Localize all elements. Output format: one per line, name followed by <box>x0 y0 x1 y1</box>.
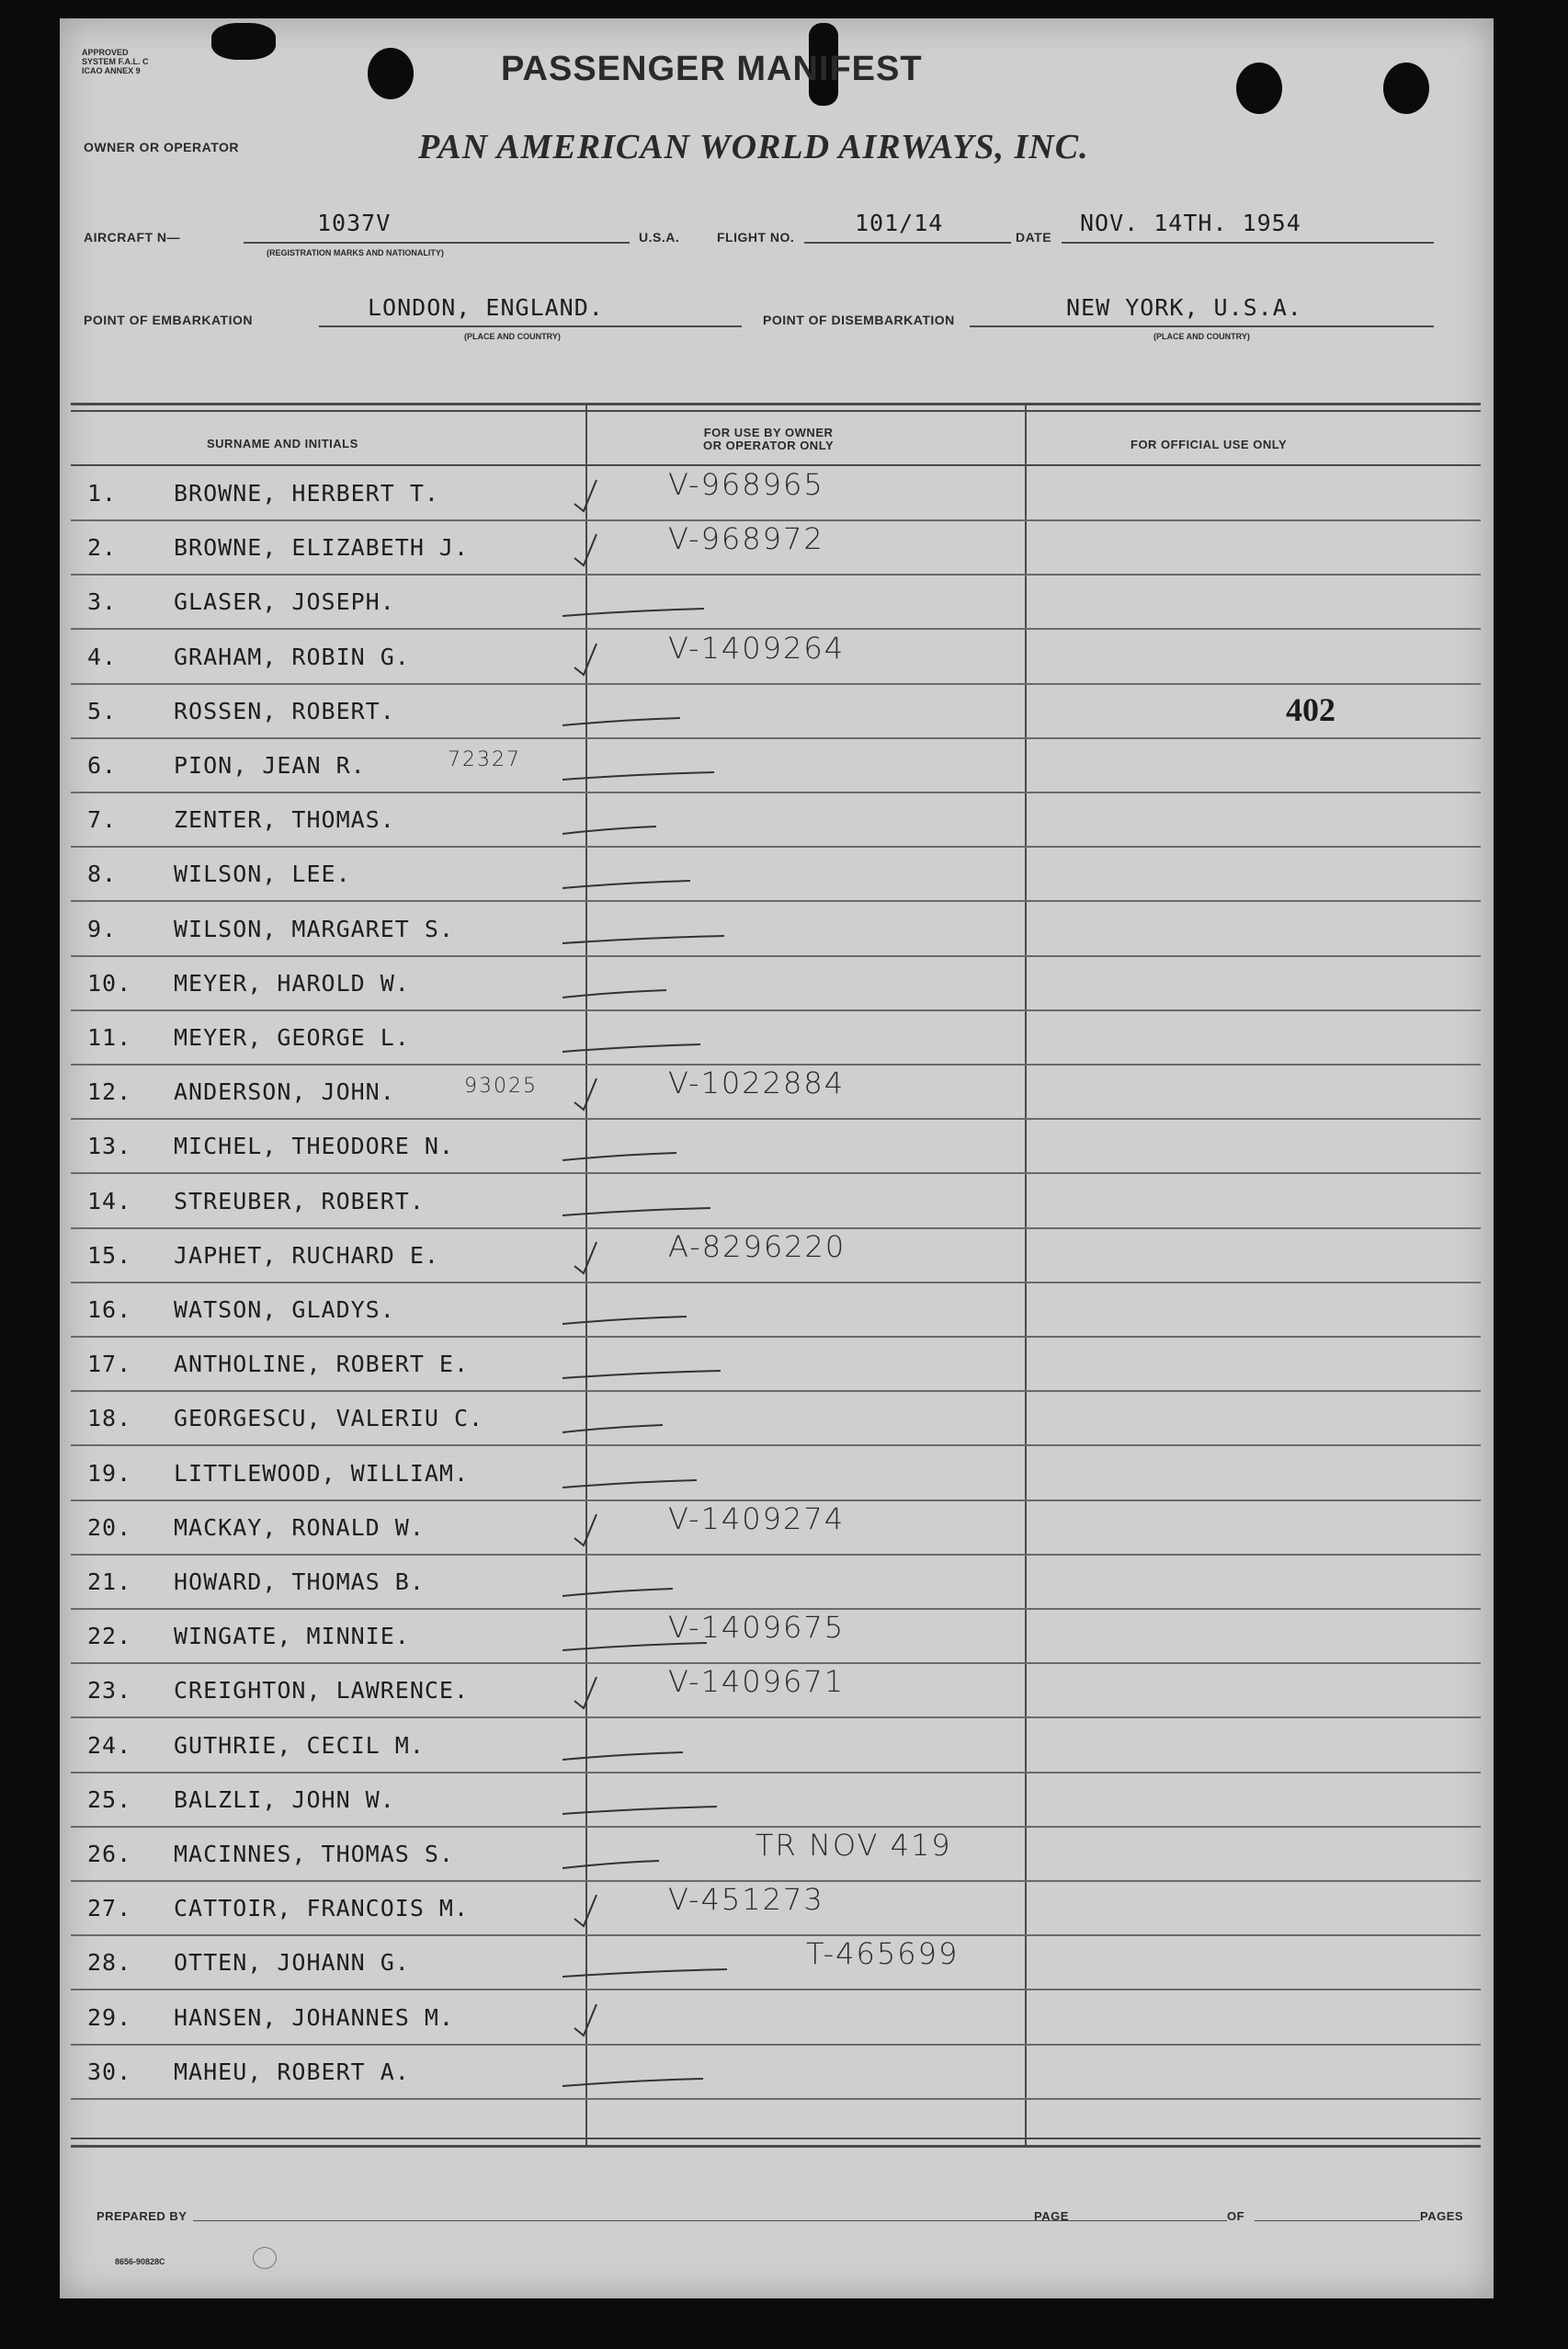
pen-stroke <box>549 1719 861 1773</box>
passenger-number: 30. <box>87 2058 132 2085</box>
aircraft-label: AIRCRAFT N— <box>84 230 181 245</box>
punch-hole <box>1383 63 1429 114</box>
table-row <box>71 1229 1481 1283</box>
passenger-name: WILSON, MARGARET S. <box>174 915 454 942</box>
embark-sublabel: (PLACE AND COUNTRY) <box>464 332 561 341</box>
header-rule <box>71 464 1481 466</box>
table-row <box>71 521 1481 576</box>
usa-label: U.S.A. <box>639 230 680 245</box>
pen-stroke <box>549 903 861 957</box>
passenger-number: 11. <box>87 1024 132 1051</box>
pen-stroke <box>549 2046 861 2100</box>
owner-entry: V-1409671 <box>668 1664 846 1700</box>
passenger-number: 18. <box>87 1405 132 1432</box>
owner-entry: V-1409274 <box>668 1500 846 1536</box>
table-top-rule <box>71 403 1481 405</box>
pen-stroke <box>549 957 861 1011</box>
approval-line: SYSTEM F.A.L. C <box>82 57 149 66</box>
disembark-underline <box>970 325 1434 327</box>
passenger-name: HOWARD, THOMAS B. <box>174 1568 425 1595</box>
punch-hole <box>211 23 276 60</box>
passenger-name: MAHEU, ROBERT A. <box>174 2058 410 2085</box>
table-row <box>71 1556 1481 1610</box>
table-row <box>71 1936 1481 1990</box>
aircraft-sublabel: (REGISTRATION MARKS AND NATIONALITY) <box>267 248 444 257</box>
passenger-name: MACINNES, THOMAS S. <box>174 1841 454 1867</box>
passenger-number: 8. <box>87 861 118 888</box>
table-row <box>71 1882 1481 1936</box>
passenger-name: ANDERSON, JOHN. <box>174 1078 395 1106</box>
passenger-number: 10. <box>87 969 132 997</box>
passenger-number: 14. <box>87 1187 132 1214</box>
passenger-number: 20. <box>87 1513 132 1541</box>
passenger-number: 29. <box>87 2003 132 2031</box>
table-row <box>71 631 1481 685</box>
passenger-name: CREIGHTON, LAWRENCE. <box>174 1677 470 1705</box>
date-underline <box>1062 242 1434 244</box>
passenger-name: GEORGESCU, VALERIU C. <box>174 1405 484 1432</box>
table-row <box>71 1011 1481 1066</box>
table-row <box>71 1610 1481 1664</box>
of-label: OF <box>1227 2209 1245 2223</box>
passenger-number: 28. <box>87 1949 132 1977</box>
column-header-official: FOR OFFICIAL USE ONLY <box>1131 438 1288 451</box>
table-row <box>71 2046 1481 2100</box>
passenger-number: 16. <box>87 1296 132 1323</box>
pen-stroke <box>549 1175 861 1229</box>
passenger-name: GLASER, JOSEPH. <box>174 588 395 616</box>
owner-entry: V-451273 <box>668 1882 824 1918</box>
owner-entry: V-1409264 <box>668 630 846 666</box>
passenger-name: ANTHOLINE, ROBERT E. <box>174 1351 470 1378</box>
disembark-value: NEW YORK, U.S.A. <box>1066 294 1302 321</box>
punch-hole <box>368 48 414 99</box>
passenger-number: 3. <box>87 588 118 616</box>
passenger-number: 6. <box>87 752 118 779</box>
official-entry: 402 <box>1286 690 1335 728</box>
check-mark-icon <box>549 1991 861 2046</box>
passenger-number: 22. <box>87 1623 132 1650</box>
passenger-number: 27. <box>87 1895 132 1922</box>
punch-hole <box>1236 63 1282 114</box>
passenger-name: GUTHRIE, CECIL M. <box>174 1731 425 1759</box>
owner-entry: V-968972 <box>668 521 824 557</box>
table-row <box>71 1338 1481 1392</box>
passenger-name: HANSEN, JOHANNES M. <box>174 2003 454 2031</box>
pen-stroke <box>549 576 861 630</box>
table-row <box>71 1283 1481 1338</box>
table-row <box>71 1501 1481 1556</box>
passenger-name: JAPHET, RUCHARD E. <box>174 1241 439 1269</box>
aircraft-value: 1037V <box>317 210 392 236</box>
disembark-sublabel: (PLACE AND COUNTRY) <box>1153 332 1250 341</box>
row-rule <box>71 2098 1481 2100</box>
passenger-name: WILSON, LEE. <box>174 861 351 888</box>
passenger-number: 9. <box>87 915 118 942</box>
passenger-name: LITTLEWOOD, WILLIAM. <box>174 1459 470 1487</box>
pen-stroke <box>549 1392 861 1446</box>
handwritten-note: 93025 <box>464 1075 538 1099</box>
passenger-name: BROWNE, ELIZABETH J. <box>174 534 470 562</box>
pen-stroke <box>549 1773 861 1828</box>
passenger-name: PION, JEAN R. <box>174 752 366 779</box>
embark-label: POINT OF EMBARKATION <box>84 313 253 327</box>
passenger-number: 26. <box>87 1841 132 1867</box>
approval-stamp <box>82 48 149 75</box>
passenger-number: 21. <box>87 1568 132 1595</box>
flight-underline <box>804 242 1011 244</box>
column-header-owner-line: OR OPERATOR ONLY <box>703 439 835 452</box>
column-header-owner-line: FOR USE BY OWNER <box>703 426 834 439</box>
prepared-label: PREPARED BY <box>97 2209 187 2223</box>
passenger-name: GRAHAM, ROBIN G. <box>174 643 410 670</box>
table-row <box>71 903 1481 957</box>
flight-label: FLIGHT NO. <box>717 230 795 245</box>
owner-entry: TR NOV 419 <box>756 1828 952 1863</box>
owner-label: OWNER OR OPERATOR <box>84 140 239 154</box>
table-row <box>71 739 1481 793</box>
pen-stroke <box>549 1283 861 1338</box>
pen-stroke <box>549 793 861 848</box>
passenger-number: 23. <box>87 1677 132 1705</box>
table-row <box>71 1991 1481 2046</box>
pages-label: PAGES <box>1420 2209 1464 2223</box>
table-row <box>71 1447 1481 1501</box>
table-row <box>71 1120 1481 1174</box>
printer-mark-icon <box>253 2247 277 2269</box>
table-bottom-rule <box>71 2138 1481 2139</box>
table-row <box>71 1392 1481 1446</box>
pen-stroke <box>549 1338 861 1392</box>
passenger-number: 25. <box>87 1785 132 1813</box>
owner-entry: T-465699 <box>806 1936 960 1972</box>
prepared-underline <box>193 2220 1094 2221</box>
passenger-number: 7. <box>87 806 118 834</box>
passenger-number: 2. <box>87 534 118 562</box>
passenger-number: 13. <box>87 1133 132 1160</box>
table-row <box>71 1828 1481 1882</box>
passenger-name: MICHEL, THEODORE N. <box>174 1133 454 1160</box>
passenger-name: MEYER, HAROLD W. <box>174 969 410 997</box>
column-header-owner <box>703 427 834 452</box>
pen-stroke <box>549 739 861 793</box>
pen-stroke <box>549 848 861 902</box>
pen-stroke <box>549 1447 861 1501</box>
table-top-rule <box>71 410 1481 412</box>
form-number: 8656-90828C <box>115 2257 165 2266</box>
column-header-surname: SURNAME AND INITIALS <box>207 437 358 450</box>
table-bottom-rule <box>71 2145 1481 2148</box>
passenger-name: OTTEN, JOHANN G. <box>174 1949 410 1977</box>
table-row <box>71 793 1481 848</box>
passenger-name: BROWNE, HERBERT T. <box>174 480 439 507</box>
table-row <box>71 1175 1481 1229</box>
owner-entry: V-1022884 <box>668 1066 846 1101</box>
passenger-number: 12. <box>87 1078 132 1106</box>
handwritten-note: 72327 <box>448 748 521 771</box>
passenger-number: 5. <box>87 697 118 724</box>
passenger-name: MEYER, GEORGE L. <box>174 1024 410 1051</box>
passenger-number: 17. <box>87 1351 132 1378</box>
table-row <box>71 685 1481 739</box>
passenger-name: ROSSEN, ROBERT. <box>174 697 395 724</box>
owner-value: PAN AMERICAN WORLD AIRWAYS, INC. <box>418 128 1089 166</box>
embark-underline <box>319 325 742 327</box>
owner-entry: A-8296220 <box>668 1228 846 1264</box>
passenger-number: 4. <box>87 643 118 670</box>
pen-stroke <box>549 1011 861 1066</box>
owner-entry: V-1409675 <box>668 1610 846 1646</box>
pen-stroke <box>549 1556 861 1610</box>
owner-entry: V-968965 <box>668 467 824 502</box>
passenger-number: 19. <box>87 1459 132 1487</box>
aircraft-underline <box>244 242 630 244</box>
page-title: PASSENGER MANIFEST <box>501 50 923 88</box>
passenger-number: 24. <box>87 1731 132 1759</box>
pen-stroke <box>549 1120 861 1174</box>
table-row <box>71 848 1481 902</box>
embark-value: LONDON, ENGLAND. <box>368 294 604 321</box>
passenger-name: STREUBER, ROBERT. <box>174 1187 425 1214</box>
table-row <box>71 1066 1481 1120</box>
of-underline <box>1255 2220 1420 2221</box>
approval-line: APPROVED <box>82 48 129 57</box>
date-value: NOV. 14TH. 1954 <box>1080 210 1301 236</box>
passenger-number: 15. <box>87 1241 132 1269</box>
table-row <box>71 1664 1481 1718</box>
table-row <box>71 1773 1481 1828</box>
manifest-page <box>60 18 1494 2298</box>
passenger-name: ZENTER, THOMAS. <box>174 806 395 834</box>
pen-stroke <box>549 685 861 739</box>
page-label: PAGE <box>1034 2209 1069 2223</box>
passenger-name: MACKAY, RONALD W. <box>174 1513 425 1541</box>
table-row <box>71 576 1481 630</box>
approval-line: ICAO ANNEX 9 <box>82 66 141 75</box>
table-row <box>71 467 1481 521</box>
passenger-name: WATSON, GLADYS. <box>174 1296 395 1323</box>
passenger-name: CATTOIR, FRANCOIS M. <box>174 1895 470 1922</box>
page-underline <box>1080 2220 1227 2221</box>
table-row <box>71 1719 1481 1773</box>
disembark-label: POINT OF DISEMBARKATION <box>763 313 955 327</box>
passenger-name: BALZLI, JOHN W. <box>174 1785 395 1813</box>
passenger-number: 1. <box>87 480 118 507</box>
table-row <box>71 957 1481 1011</box>
passenger-name: WINGATE, MINNIE. <box>174 1623 410 1650</box>
date-label: DATE <box>1016 230 1052 245</box>
flight-value: 101/14 <box>855 210 944 236</box>
